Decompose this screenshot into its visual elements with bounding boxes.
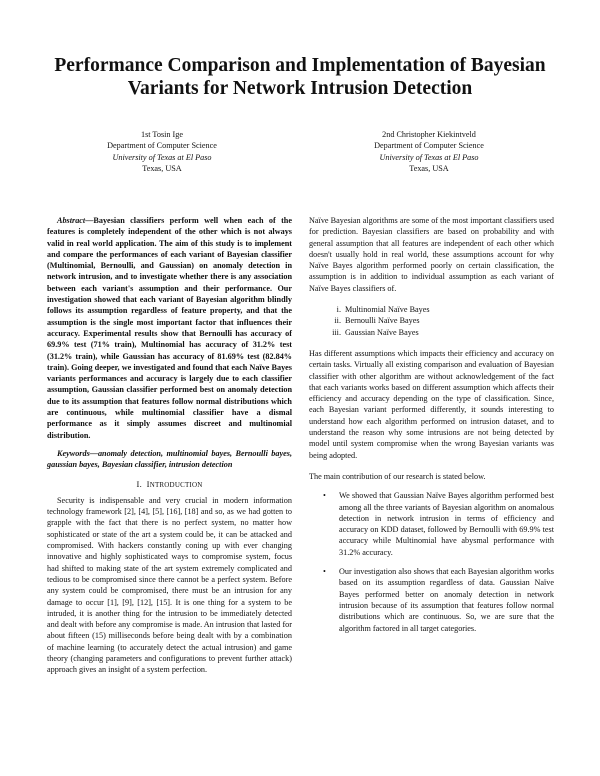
left-column bbox=[47, 215, 292, 676]
author-department: Department of Computer Science bbox=[107, 141, 217, 151]
bullet-icon: • bbox=[323, 491, 326, 501]
author-block-2 bbox=[334, 129, 524, 174]
right-paragraph-3: The main contribution of our research is stated below. bbox=[309, 471, 486, 481]
section-numeral: I. bbox=[136, 478, 142, 489]
abstract-lead: Abstract bbox=[57, 216, 86, 225]
author-block-1 bbox=[67, 129, 257, 174]
contribution-bullet-1 bbox=[309, 490, 554, 558]
variant-list bbox=[323, 304, 554, 338]
section-first-letter: I bbox=[146, 478, 150, 489]
bullet-text: We showed that Gaussian Naïve Bayes algorithm performed best among all the three variants of Bayesian algorithm on anomalous detection in network intrusion in terms of efficiency and accuracy on KDD dataset, followed by Bernoulli with 69.9% test accuracy while Multinomial have abysmal performance with 31.2% accuracy. bbox=[339, 491, 554, 557]
contribution-bullet-2 bbox=[309, 566, 554, 634]
paper-title: Performance Comparison and Implementation of Bayesian Variants for Network Intrusion Detection bbox=[54, 55, 546, 99]
intro-paragraph: Security is indispensable and very crucial in modern information technology framework [2], [4], [5], [16], [18] and so, as we had gotten to grapple with the fact that there is no perfect system, no matter how sophisticated or state of the art a system could be, it can be attacked and compromised. With hackers constantly coning up with ever changing innovative and highly sophisticated ways to compromise system, focus had shifted to making state of the art system extremely complicated and tedious to be compromised since there cannot be a perfect system. Before any system could be compromised, there must be an intrusion for any damage to occur [1], [9], [12], [15]. It is one thing for a system to be intruded, it is another thing for the intrusion to be immediately detected and dealt with before any compromise is made. An intrusion that lasted for about fifteen (15) milliseconds before being dealt with by a combination of machine learning (to accurately detect the actual intrusion) and game theory (changing parameters and configurations to prevent further attack) approach gives an insight of a system perfection. bbox=[47, 495, 292, 675]
section-heading-introduction bbox=[47, 479, 292, 491]
keywords-lead: Keywords bbox=[57, 448, 90, 458]
section-rest: NTRODUCTION bbox=[149, 480, 203, 489]
right-paragraph-1: Naïve Bayesian algorithms are some of the most important classifiers used for prediction. Bayesian classifiers are based on probability and with general assumption that all features are independent of each other which doesn't usually hold in real world, these assumptions account for why Naïve Bayes algorithm performed poorly on certain classification, the assumption is in addition to individual assumption as each variant of Naïve Bayes classifiers of. bbox=[309, 216, 554, 293]
author-location: Texas, USA bbox=[142, 163, 182, 173]
abstract-text: —Bayesian classifiers perform well when each of the features is completely independent of the other which is not always valid in real world application. The aim of this study is to implement and compare the performances of each variant of Bayesian classifier (Multinomial, Bernoulli, and Gaussian) on anomaly detection in network intrusion, and to investigate whether there is any association between each variant's assumption and their performance. Our investigation showed that each variant of Bayesian algorithm blindly follows its assumption regardless of feature property, and that the assumption is the single most important factor that influences their accuracy. Experimental results show that Bernoulli has accuracy of 69.9% test (71% train), Multinomial has accuracy of 31.2% test (31.2% train), while Gaussian has accuracy of 81.69% test (82.84% train). Going deeper, we investigated and found that each Naïve Bayes variants performances and accuracy is largely due to each classifier assumption, Gaussian classifier performed best on anomaly detection due to its assumption that features follow normal distributions which are continuous, while multinomial classifier have a dismal performance as it simply assumes discreet and multinomial distribution. bbox=[47, 216, 292, 440]
author-name: 1st Tosin Ige bbox=[140, 130, 184, 139]
list-item: iii. Gaussian Naïve Bayes bbox=[332, 327, 419, 337]
keywords-text: —anomaly detection, multinomial bayes, Bernoulli bayes, gaussian bayes, Bayesian classifier, intrusion detection bbox=[47, 448, 292, 470]
right-column bbox=[309, 215, 554, 634]
list-item: i. Multinomial Naïve Bayes bbox=[336, 305, 430, 315]
author-name: 2nd Christopher Kiekintveld bbox=[382, 130, 476, 139]
author-location: Texas, USA bbox=[409, 163, 449, 173]
author-university: University of Texas at El Paso bbox=[112, 152, 212, 162]
bullet-text: Our investigation also shows that each Bayesian algorithm works based on its assumption regardless of data. Gaussian Naïve Bayes performed better on anomaly detection in network intrusion because of its assumption that features follow normal distributions which are continuous. So, we are sure that the algorithm factored in all target categories. bbox=[339, 567, 554, 633]
author-university: University of Texas at El Paso bbox=[379, 152, 479, 162]
right-paragraph-2: Has different assumptions which impacts their efficiency and accuracy on certain tasks. Virtually all existing comparison and evaluation of Bayesian classifier with other algorithm are without acknowledgement of the fact that each variants works based on different assumption which affects their efficiency and accuracy depending on the type of classification. Since, each Bayesian variant performed differently, it sounds interesting to understand how each algorithm performed on intrusion dataset, and to understand the reason why some intrusions are not being detected by model until system compromise when the wrong Bayesian variants was being adopted. bbox=[309, 348, 554, 460]
author-department: Department of Computer Science bbox=[374, 141, 484, 151]
list-item: ii. Bernoulli Naïve Bayes bbox=[334, 316, 420, 326]
keywords bbox=[47, 448, 292, 471]
bullet-icon: • bbox=[323, 567, 326, 577]
abstract bbox=[47, 215, 292, 441]
